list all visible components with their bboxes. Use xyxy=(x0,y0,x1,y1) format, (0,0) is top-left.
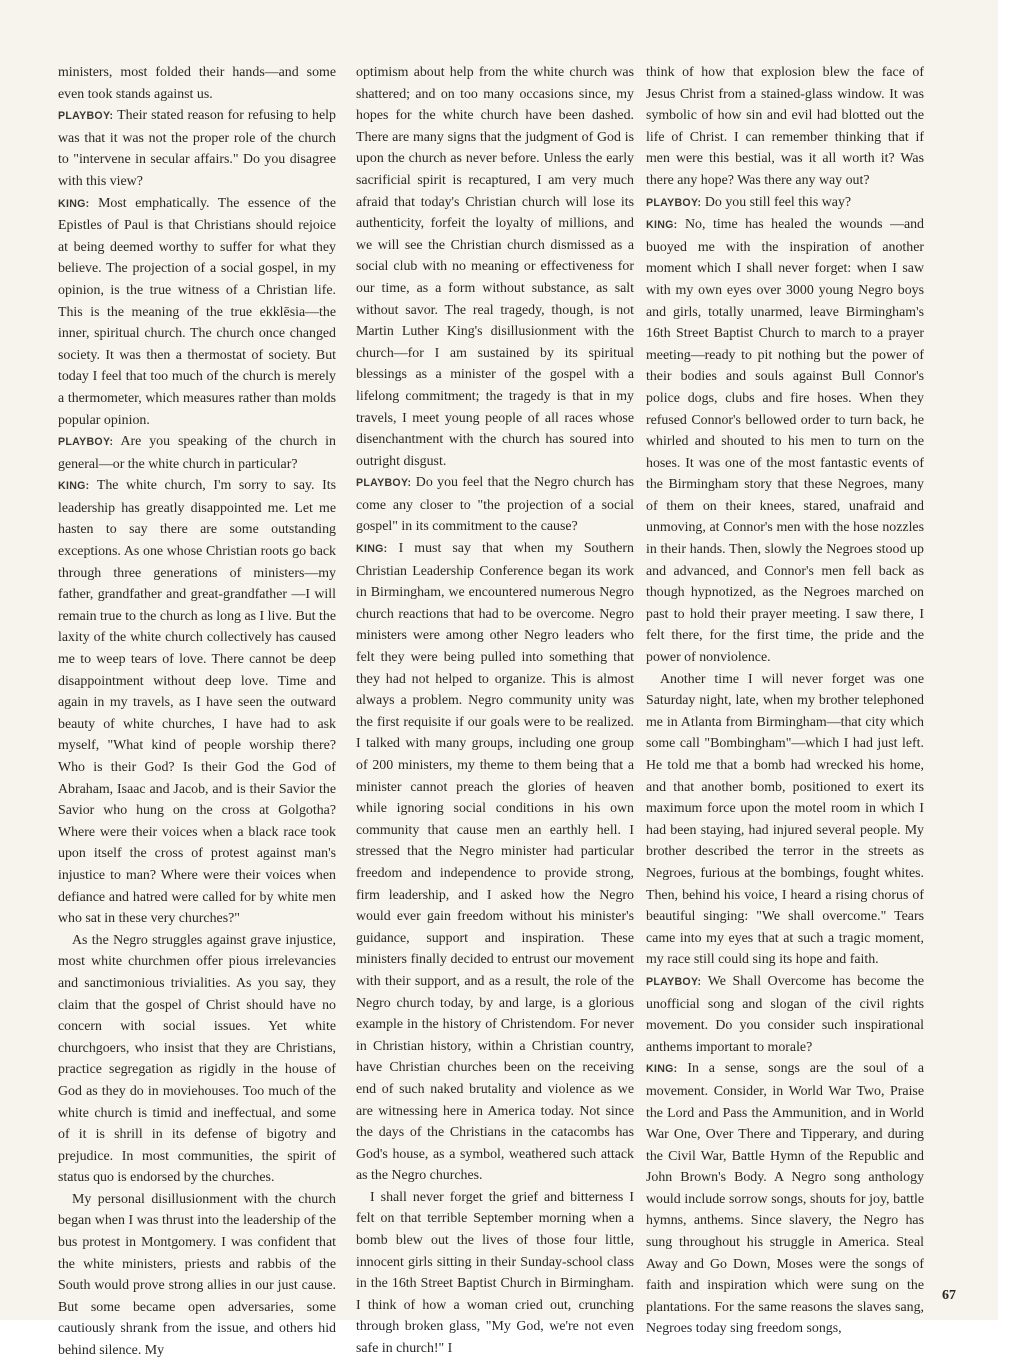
paragraph-text: Are you speaking of the church in general—or the white church in particular? xyxy=(58,434,336,472)
speaker-label: PLAYBOY: xyxy=(646,975,702,988)
paragraph xyxy=(58,431,336,475)
page-number: 67 xyxy=(942,1288,956,1303)
text-column-3 xyxy=(646,62,924,1337)
paragraph: My personal disillusionment with the church began when I was thrust into the leadership of the bus protest in Montgomery. I was confident that the white ministers, priests and rabbis of the South would prove strong allies in our just cause. But some became open adversaries, some cautiously shrank from the issue, and others hid behind silence. My xyxy=(58,1191,336,1359)
paragraph xyxy=(356,472,634,538)
speaker-label: KING: xyxy=(646,1063,678,1076)
paragraph: think of how that explosion blew the face of Jesus Christ from a stained-glass window. It was symbolic of how sin and evil had blotted out the life of Christ. I can remember thinking that if men were this bestial, was it all worth it? Was there any hope? Was there any way out? xyxy=(646,65,924,188)
speaker-label: KING: xyxy=(58,480,90,493)
speaker-label: PLAYBOY: xyxy=(58,110,114,123)
paragraph xyxy=(58,193,336,432)
page-margin xyxy=(998,0,1020,1320)
paragraph: I shall never forget the grief and bitterness I felt on that terrible September morning when a bomb blew out the lives of those four little, innocent girls sitting in their Sunday-school class in the 16th Street Baptist Church in Birmingham. I think of how a woman cried out, crunching through broken glass, "My God, we're not even safe in church!" I xyxy=(356,1189,634,1357)
paragraph xyxy=(58,105,336,192)
paragraph-text: We Shall Overcome has become the unofficial song and slogan of the civil rights movement. Do you consider such inspirational anthems important to morale? xyxy=(646,973,924,1055)
paragraph-text: I must say that when my Southern Christian Leadership Conference began its work in Birmingham, we encountered numerous Negro church reactions that had to be overcome. Negro ministers were among other Negro leaders who felt they were being pulled into something that they had not helped to organize. This is almost always a problem. Negro community unity was the first requisite if our goals were to be realized. I talked with many groups, including one group of 200 ministers, my theme to them being that a minister cannot preach the glories of heaven while ignoring social conditions in his own community that cause men an earthly hell. I stressed that the Negro minister had particular freedom and independence to provide strong, firm leadership, and I asked how the Negro would ever gain freedom without his minister's guidance, support and inspiration. These ministers finally decided to entrust our movement with their support, and as a result, the role of the Negro church today, by and large, is a glorious example in the history of Christendom. For never in Christian history, within a Christian country, have Christian churches been on the receiving end of such naked brutality and violence as we are witnessing here in America today. Not since the days of the Christians in the catacombs has God's house, as a symbol, weathered such attack as the Negro churches. xyxy=(356,541,634,1184)
paragraph xyxy=(646,192,924,215)
paragraph: Another time I will never forget was one Saturday night, late, when my brother telephoned me in Atlanta from Birmingham—that city which some call "Bombingham"—which I had just left. He told me that a bomb had wrecked his home, and that another bomb, positioned to exert its maximum force upon the motel room in which I had been staying, had injured several people. My brother described the terror in the streets as Negroes, furious at the bombings, fought whites. Then, behind his voice, I heard a rising chorus of beautiful singing: "We shall overcome." Tears came into my eyes that at such a tragic moment, my race still could sing its hope and faith. xyxy=(646,671,924,968)
paragraph-text: Do you feel that the Negro church has come any closer to "the projection of a social gospel" in its commitment to the cause? xyxy=(356,475,634,535)
speaker-label: PLAYBOY: xyxy=(356,477,412,490)
paragraph-text: Do you still feel this way? xyxy=(704,194,852,210)
speaker-label: KING: xyxy=(646,219,678,232)
text-column-2 xyxy=(356,62,634,1357)
paragraph xyxy=(646,214,924,668)
paragraph: ministers, most folded their hands—and some even took stands against us. xyxy=(58,65,336,102)
speaker-label: PLAYBOY: xyxy=(58,436,114,449)
paragraph-text: No, time has healed the wounds —and buoyed me with the inspiration of another moment which I shall never forget: when I saw with my own eyes over 3000 young Negro boys and girls, totally unarmed, leave Birmingham's 16th Street Baptist Church to march to a prayer meeting—ready to pit nothing but the power of their bodies and souls against Bull Connor's police dogs, clubs and fire hoses. When they refused Connor's bellowed order to turn back, he whirled and shouted to his men to turn on the hoses. It was one of the most fantastic events of the Birmingham story that these Negroes, many of them on their knees, stared, unafraid and unmoving, at Connor's men with the hose nozzles in their hands. Then, slowly the Negroes stood up and advanced, and Connor's men fell back as though hypnotized, as the Negroes marched on past to hold their prayer meeting. I saw there, I felt there, for the first time, the pride and the power of nonviolence. xyxy=(646,217,924,666)
paragraph-text: The white church, I'm sorry to say. Its leadership has greatly disappointed me. Let me hasten to say there are some outstanding exceptions. As one whose Christian roots go back through three generations of ministers—my father, grandfather and great-grandfather —I will remain true to the church as long as I live. But the laxity of the white church collectively has caused me to weep tears of love. There cannot be deep disappointment without deep love. Time and again in my travels, as I have seen the outward beauty of white churches, I have had to ask myself, "What kind of people worship there? Who is their God? Is their God the God of Abraham, Isaac and Jacob, and is their Savior the Savior who hung on the cross at Golgotha? Where were their voices when a black race took upon itself the cross of protest against man's injustice to man? Where were their voices when defiance and hatred were called for by white men who sat in these very churches?" xyxy=(58,478,336,927)
paragraph: optimism about help from the white church was shattered; and on too many occasions since, my hopes for the white church have been dashed. There are many signs that the judgment of God is upon the church as never before. Unless the early sacrificial spirit is recaptured, I am very much afraid that today's Christian church will lose its authenticity, forfeit the loyalty of millions, and we will see the Christian church dismissed as a social club with no meaning or effectiveness for our time, as a form without substance, as salt without savor. The real tragedy, though, is not Martin Luther King's disillusionment with the church—for I am sustained by its spiritual blessings as a minister of the gospel with a lifelong commitment; the tragedy is that in my travels, I meet young people of all races whose disenchantment with the church has soured into outright disgust. xyxy=(356,65,634,469)
paragraph-text: In a sense, songs are the soul of a movement. Consider, in World War Two, Praise the Lord and Pass the Ammunition, and in World War One, Over There and Tipperary, and during the Civil War, Battle Hymn of the Republic and John Brown's Body. A Negro song anthology would include sorrow songs, shouts for joy, battle hymns, anthems. Since slavery, the Negro has sung throughout his struggle in America. Steal Away and Go Down, Moses were the songs of faith and inspiration which were sung on the plantations. For the same reasons the slaves sang, Negroes today sing freedom songs, xyxy=(646,1061,924,1337)
paragraph xyxy=(646,971,924,1058)
text-column-1 xyxy=(58,62,336,1359)
paragraph-text: Their stated reason for refusing to help was that it was not the proper role of the church to "intervene in secular affairs." Do you disagree with this view? xyxy=(58,108,336,189)
speaker-label: KING: xyxy=(58,197,90,210)
paragraph: As the Negro struggles against grave injustice, most white churchmen offer pious irrelevancies and sanctimonious trivialities. As you say, they claim that the gospel of Christ should have no concern with social issues. Yet white churchgoers, who insist that they are Christians, practice segregation as rigidly in the house of God as they do in moviehouses. Too much of the white church is timid and ineffectual, and some of it is shrill in its defense of bigotry and prejudice. In most communities, the spirit of status quo is endorsed by the churches. xyxy=(58,932,336,1186)
paragraph-text: Most emphatically. The essence of the Epistles of Paul is that Christians should rejoice at being deemed worthy to suffer for what they believe. The projection of a social gospel, in my opinion, is the true witness of a Christian life. This is the meaning of the true ekklēsia—the inner, spiritual church. The church once changed society. It was then a thermostat of society. But today I feel that too much of the church is merely a thermometer, which measures rather than molds popular opinion. xyxy=(58,195,336,428)
speaker-label: PLAYBOY: xyxy=(646,196,702,209)
paragraph xyxy=(646,1058,924,1340)
speaker-label: KING: xyxy=(356,543,388,556)
paragraph xyxy=(356,538,634,1187)
paragraph xyxy=(58,475,336,929)
